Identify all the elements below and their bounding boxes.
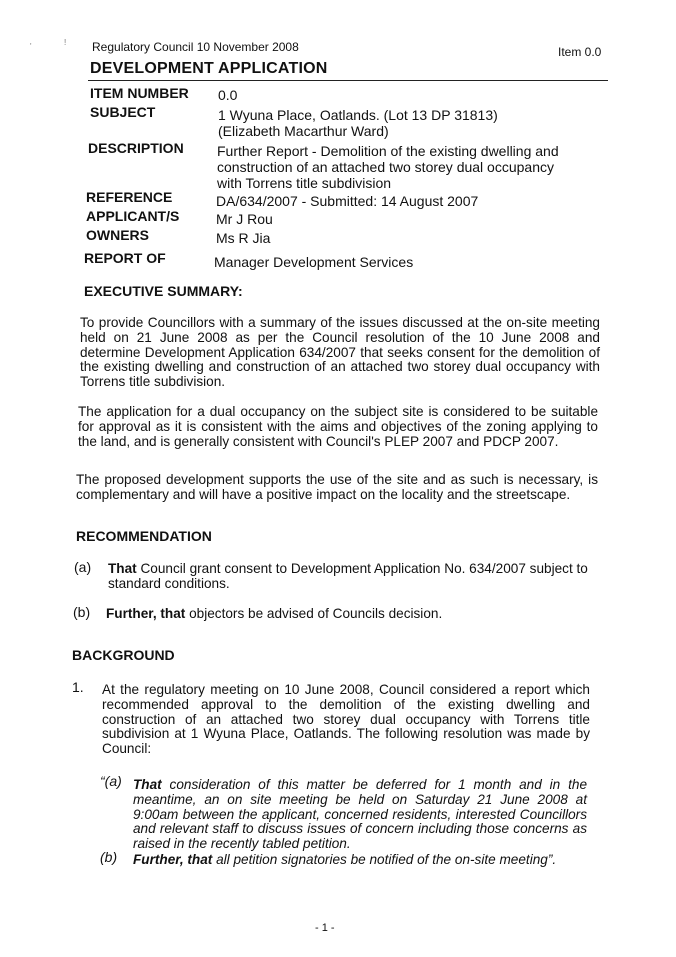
detail-label: APPLICANT/S: [86, 208, 180, 224]
detail-value: Ms R Jia: [216, 230, 271, 246]
resolution-marker: (b): [100, 849, 118, 865]
recommendation-marker: (a): [74, 559, 92, 575]
recommendation-item: [108, 562, 596, 592]
page-number: - 1 -: [315, 922, 335, 934]
recommendation-text: objectors be advised of Councils decision.: [185, 606, 443, 621]
resolution-lead: Further, that: [133, 852, 213, 867]
detail-label: DESCRIPTION: [88, 140, 184, 156]
detail-value: Mr J Rou: [216, 211, 273, 227]
summary-paragraph: The application for a dual occupancy on the subject site is considered to be suitable for approval as it is consistent with the aims and objectives of the zoning applying to the land, and is generally consistent with Council's PLEP 2007 and PDCP 2007.: [78, 404, 598, 449]
summary-paragraph: The proposed development supports the use of the site and as such is necessary, is complementary and will have a positive impact on the locality and the streetscape.: [76, 472, 598, 502]
executive-summary-heading: EXECUTIVE SUMMARY:: [84, 283, 243, 299]
detail-label: REPORT OF: [84, 250, 166, 266]
detail-value: Manager Development Services: [214, 254, 414, 270]
recommendation-lead: That: [108, 561, 137, 576]
recommendation-lead: Further, that: [106, 606, 186, 621]
background-item-number: 1.: [72, 679, 84, 695]
detail-label: OWNERS: [86, 227, 149, 243]
recommendation-heading: RECOMMENDATION: [76, 528, 212, 544]
resolution-text: consideration of this matter be deferred for 1 month and in the meantime, an on site meeting be held on Saturday 21 June 2008 at 9:00am between the applicant, concerned residents, interested Councillors and relevant staff to discuss issues of concern including those concerns as raised in the recently tabled petition.: [133, 777, 587, 852]
detail-value: 0.0: [218, 87, 238, 103]
detail-value: Further Report - Demolition of the existing dwelling and construction of an attached two storey dual occupancy with Torrens title subdivision: [217, 143, 559, 191]
resolution-item: [133, 853, 593, 868]
margin-mark: ': [30, 42, 32, 51]
header-meeting-date: Regulatory Council 10 November 2008: [92, 40, 299, 54]
detail-value: 1 Wyuna Place, Oatlands. (Lot 13 DP 31813) (Elizabeth Macarthur Ward): [218, 107, 498, 139]
recommendation-marker: (b): [73, 604, 91, 620]
page-title: DEVELOPMENT APPLICATION: [90, 60, 328, 77]
detail-label: REFERENCE: [86, 189, 173, 205]
margin-mark: !: [64, 38, 67, 47]
detail-label: ITEM NUMBER: [90, 85, 189, 101]
resolution-text: all petition signatories be notified of the on-site meeting”.: [212, 852, 557, 867]
resolution-lead: That: [133, 777, 162, 792]
resolution-item: [133, 778, 587, 852]
background-heading: BACKGROUND: [72, 647, 175, 663]
detail-label: SUBJECT: [90, 104, 156, 120]
title-rule: [88, 80, 608, 81]
recommendation-text: Council grant consent to Development Application No. 634/2007 subject to standard conditions.: [108, 561, 588, 591]
summary-paragraph: To provide Councillors with a summary of the issues discussed at the on-site meeting held on 21 June 2008 as per the Council resolution of the 10 June 2008 and determine Development Application 634/2007 that seeks consent for the demolition of the existing dwelling and construction of an attached two storey dual occupancy with Torrens title subdivision.: [80, 315, 600, 390]
recommendation-item: [106, 607, 596, 622]
detail-value: DA/634/2007 - Submitted: 14 August 2007: [216, 193, 479, 209]
resolution-marker: “(a): [100, 773, 122, 789]
header-item-number: Item 0.0: [558, 45, 602, 59]
background-item-text: At the regulatory meeting on 10 June 2008, Council considered a report which recommended approval to the demolition of the existing dwelling and construction of an attached two storey dual occupancy with Torrens title subdivision at 1 Wyuna Place, Oatlands. The following resolution was made by Council:: [102, 682, 590, 757]
